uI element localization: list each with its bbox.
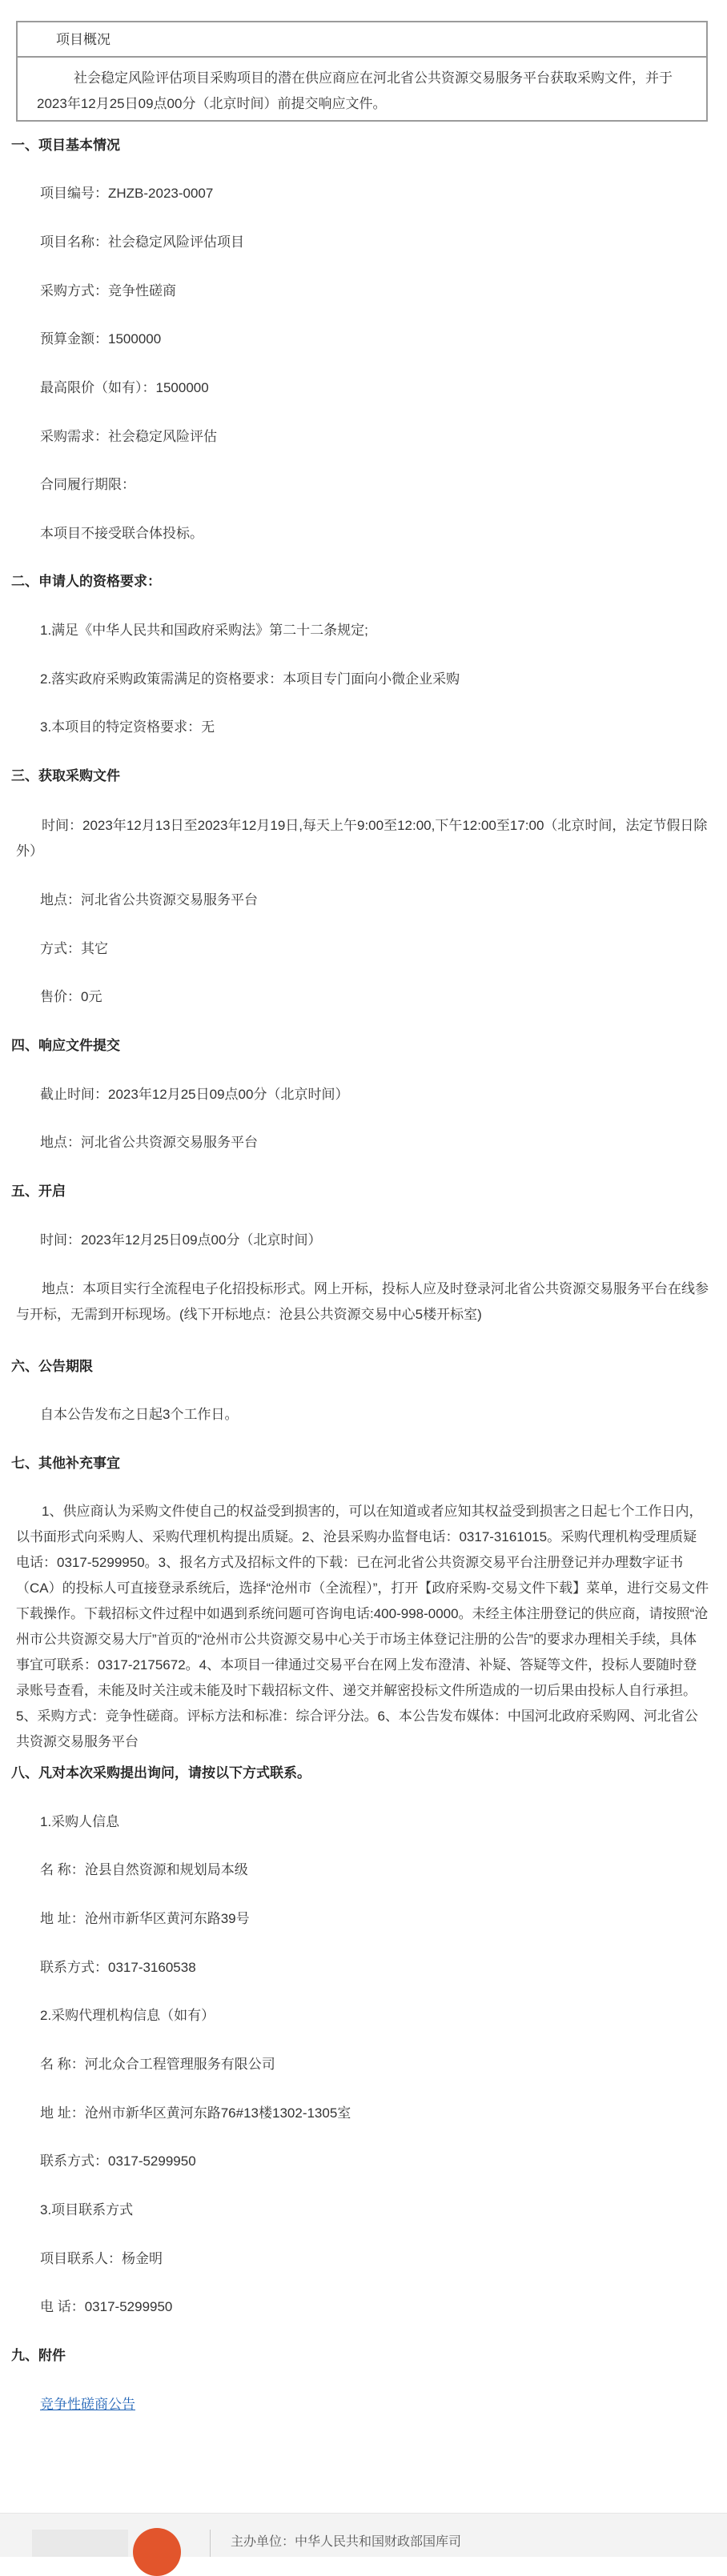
opening-place: 地点：本项目实行全流程电子化招投标形式。网上开标，投标人应及时登录河北省公共资源交易服务平台在线参与开标，无需到开标现场。(线下开标地点：沧县公共资源交易中心5楼开标室) (16, 1281, 709, 1322)
site-footer (0, 2513, 727, 2557)
project-overview-box (16, 21, 708, 122)
procurement-method: 采购方式：竞争性磋商 (40, 283, 176, 298)
section-notice-period-heading: 六、公告期限 (11, 1359, 93, 1374)
agency-address: 地 址：沧州市新华区黄河东路76#13楼1302-1305室 (40, 2105, 351, 2121)
project-contact-title: 3.项目联系方式 (40, 2202, 134, 2217)
submission-place: 地点：河北省公共资源交易服务平台 (40, 1135, 258, 1150)
section-opening-heading: 五、开启 (11, 1184, 66, 1199)
attachment-link[interactable]: 竞争性磋商公告 (40, 2397, 135, 2412)
section-qualification-heading: 二、申请人的资格要求： (11, 574, 161, 589)
budget-amount: 预算金额：1500000 (40, 331, 162, 347)
obtain-place: 地点：河北省公共资源交易服务平台 (40, 892, 258, 907)
qualification-item: 1.满足《中华人民共和国政府采购法》第二十二条规定; (40, 623, 368, 638)
procurement-demand: 采购需求：社会稳定风险评估 (40, 429, 217, 444)
project-contact-phone: 电 话：0317-5299950 (40, 2299, 173, 2314)
max-price: 最高限价（如有）：1500000 (40, 380, 209, 395)
footer-host-text: 主办单位：中华人民共和国财政部国库司 (231, 2535, 462, 2549)
submission-deadline: 截止时间：2023年12月25日09点00分（北京时间） (40, 1087, 349, 1102)
purchaser-phone: 联系方式：0317-3160538 (40, 1960, 196, 1975)
section-submission-heading: 四、响应文件提交 (11, 1038, 120, 1053)
section-basic-info-heading: 一、项目基本情况 (11, 138, 120, 153)
agency-name: 名 称：河北众合工程管理服务有限公司 (40, 2057, 275, 2072)
agency-phone: 联系方式：0317-5299950 (40, 2153, 196, 2169)
obtain-price: 售价：0元 (40, 989, 102, 1004)
project-contact-person: 项目联系人：杨金明 (40, 2251, 163, 2266)
opening-time: 时间：2023年12月25日09点00分（北京时间） (40, 1232, 322, 1248)
section-obtain-documents-heading: 三、获取采购文件 (11, 768, 120, 783)
obtain-time: 时间：2023年12月13日至2023年12月19日,每天上午9:00至12:00,下午12:00至17:00（北京时间，法定节假日除外） (16, 818, 708, 859)
section-supplementary-heading: 七、其他补充事宜 (11, 1456, 120, 1471)
project-number: 项目编号：ZHZB-2023-0007 (40, 186, 214, 201)
section-attachment-heading: 九、附件 (11, 2348, 66, 2363)
footer-divider (210, 2530, 211, 2557)
qualification-item: 2.落实政府采购政策需满足的资格要求：本项目专门面向小微企业采购 (40, 671, 460, 687)
notice-period-text: 自本公告发布之日起3个工作日。 (40, 1407, 239, 1422)
consortium-note: 本项目不接受联合体投标。 (40, 526, 203, 541)
section-contact-heading: 八、凡对本次采购提出询问，请按以下方式联系。 (11, 1765, 311, 1781)
project-overview-text: 社会稳定风险评估项目采购项目的潜在供应商应在河北省公共资源交易服务平台获取采购文件，并于2023年12月25日09点00分（北京时间）前提交响应文件。 (37, 70, 673, 111)
purchaser-info-title: 1.采购人信息 (40, 1814, 120, 1829)
contract-period: 合同履行期限： (40, 477, 135, 492)
purchaser-name: 名 称：沧县自然资源和规划局本级 (40, 1862, 248, 1877)
agency-info-title: 2.采购代理机构信息（如有） (40, 2008, 215, 2023)
emblem-icon (133, 2528, 181, 2576)
purchaser-address: 地 址：沧州市新华区黄河东路39号 (40, 1911, 250, 1926)
site-logo (32, 2530, 128, 2557)
project-name: 项目名称：社会稳定风险评估项目 (40, 234, 244, 250)
project-overview-title: 项目概况 (18, 22, 706, 58)
supplementary-text: 1、供应商认为采购文件使自己的权益受到损害的，可以在知道或者应知其权益受到损害之日起七个工作日内，以书面形式向采购人、采购代理机构提出质疑。2、沧县采购办监督电话：0317-3161015。采购代理机构受理质疑电话：0317-5299950。3、报名方式及招标文件的下载：已在河北省公共资源交易平台注册登记并办理数字证书（CA）的投标人可直接登录系统后，选择“沧州市（全流程）”，打开【政府采购-交易文件下载】菜单，进行交易文件下载操作。下载招标文件过程中如遇到系统问题可咨询电话:400-998-0000。未经主体注册登记的供应商，请按照“沧州市公共资源交易大厅”首页的“沧州市公共资源交易中心关于市场主体登记注册的公告”的要求办理相关手续，具体事宜可联系：0317-2175672。4、本项目一律通过交易平台在网上发布澄清、补疑、答疑等文件，投标人要随时登录账号查看，未能及时关注或未能及时下载招标文件、递交并解密投标文件所造成的一切后果由投标人自行承担。5、采购方式：竞争性磋商。评标方法和标准：综合评分法。6、本公告发布媒体：中国河北政府采购网、河北省公共资源交易服务平台 (16, 1504, 709, 1749)
obtain-method: 方式：其它 (40, 941, 108, 956)
qualification-item: 3.本项目的特定资格要求：无 (40, 719, 215, 735)
